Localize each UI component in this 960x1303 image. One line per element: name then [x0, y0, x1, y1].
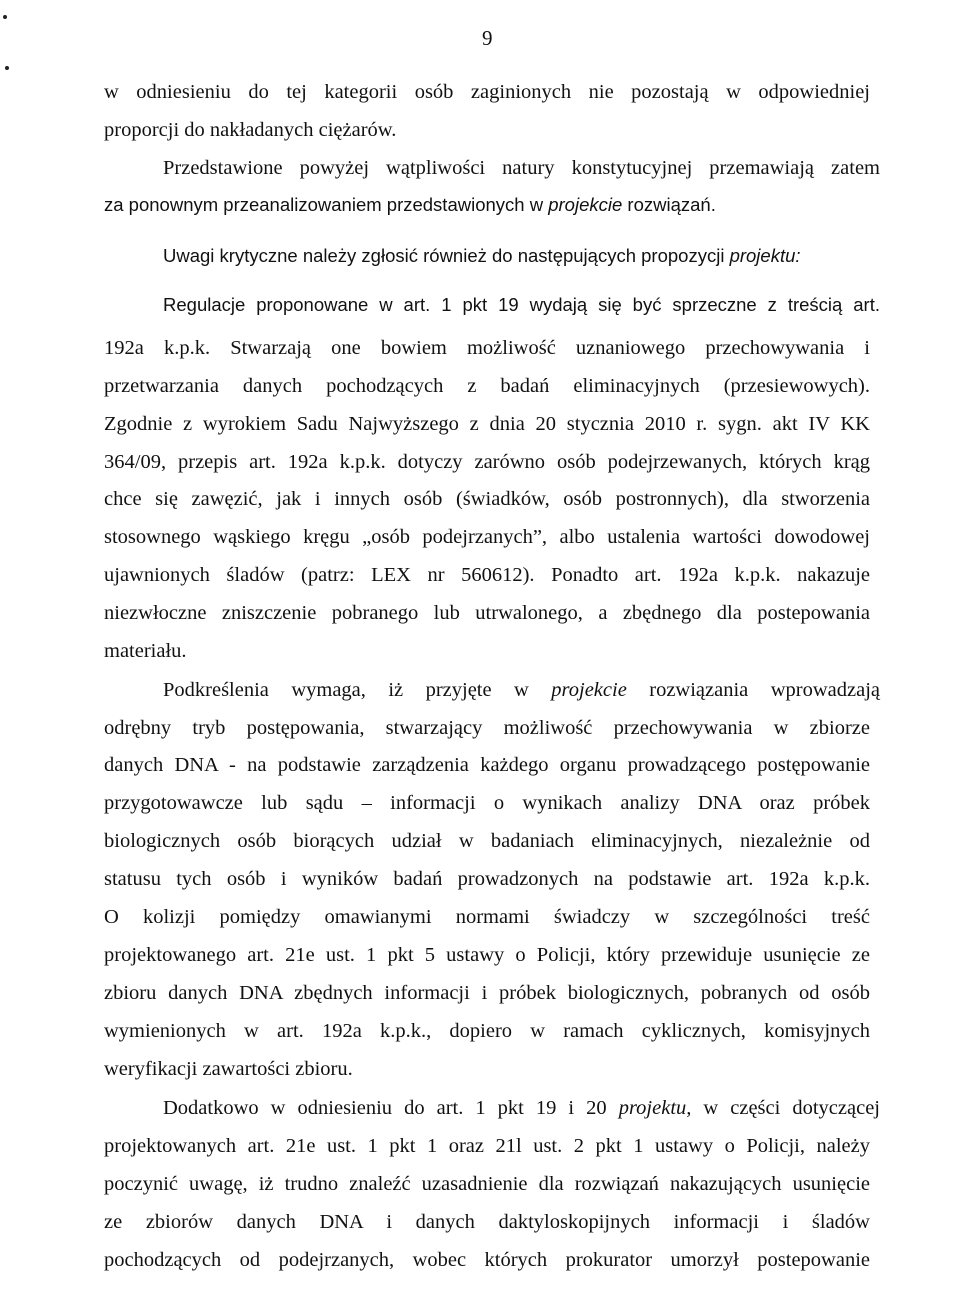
- scan-speck: [3, 15, 7, 19]
- text-line: chce się zawęzić, jak i innych osób (świadków, osób postronnych), dla stworzenia: [104, 488, 870, 510]
- text-line: materiału.: [104, 640, 187, 662]
- text-line: Regulacje proponowane w art. 1 pkt 19 wydają się być sprzeczne z treścią art.: [163, 294, 880, 315]
- text-line: projektowanego art. 21e ust. 1 pkt 5 ustawy o Policji, który przewiduje usunięcie ze: [104, 944, 870, 966]
- text-line: Przedstawione powyżej wątpliwości natury konstytucyjnej przemawiają zatem: [163, 157, 880, 179]
- text-line: danych DNA - na podstawie zarządzenia każdego organu prowadzącego postępowanie: [104, 754, 870, 776]
- text-line: 364/09, przepis art. 192a k.p.k. dotyczy zarówno osób podejrzewanych, których krąg: [104, 451, 870, 473]
- text-line: przygotowawcze lub sądu – informacji o wynikach analizy DNA oraz próbek: [104, 792, 870, 814]
- text-line: Zgodnie z wyrokiem Sadu Najwyższego z dnia 20 stycznia 2010 r. sygn. akt IV KK: [104, 413, 870, 435]
- text-line: weryfikacji zawartości zbioru.: [104, 1058, 353, 1080]
- text-line: Podkreślenia wymaga, iż przyjęte w projekcie rozwiązania wprowadzają: [163, 679, 880, 701]
- text-line: w odniesieniu do tej kategorii osób zaginionych nie pozostają w odpowiedniej: [104, 81, 870, 103]
- text-line: wymienionych w art. 192a k.p.k., dopiero w ramach cyklicznych, komisyjnych: [104, 1020, 870, 1042]
- text-line: Dodatkowo w odniesieniu do art. 1 pkt 19 i 20 projektu, w części dotyczącej: [163, 1097, 881, 1119]
- text-line: proporcji do nakładanych ciężarów.: [104, 119, 397, 141]
- scan-speck: [5, 66, 9, 70]
- text-line: biologicznych osób biorących udział w badaniach eliminacyjnych, niezależnie od: [104, 830, 870, 852]
- text-line: niezwłoczne zniszczenie pobranego lub utrwalonego, a zbędnego dla postepowania: [104, 602, 870, 624]
- text-line: odrębny tryb postępowania, stwarzający możliwość przechowywania w zbiorze: [104, 717, 870, 739]
- text-line: poczynić uwagę, iż trudno znaleźć uzasadnienie dla rozwiązań nakazujących usunięcie: [104, 1173, 870, 1195]
- text-line: stosownego wąskiego kręgu „osób podejrzanych”, albo ustalenia wartości dowodowej: [104, 526, 870, 548]
- page-number: 9: [482, 26, 493, 50]
- text-line: ujawnionych śladów (patrz: LEX nr 560612). Ponadto art. 192a k.p.k. nakazuje: [104, 564, 870, 586]
- text-line: O kolizji pomiędzy omawianymi normami świadczy w szczególności treść: [104, 906, 870, 928]
- text-line: 192a k.p.k. Stwarzają one bowiem możliwość uznaniowego przechowywania i: [104, 337, 870, 359]
- text-line: za ponownym przeanalizowaniem przedstawionych w projekcie rozwiązań.: [104, 194, 716, 215]
- text-line: przetwarzania danych pochodzących z badań eliminacyjnych (przesiewowych).: [104, 375, 870, 397]
- text-line: zbioru danych DNA zbędnych informacji i próbek biologicznych, pobranych od osób: [104, 982, 870, 1004]
- text-line: projektowanych art. 21e ust. 1 pkt 1 oraz 21l ust. 2 pkt 1 ustawy o Policji, należy: [104, 1135, 870, 1157]
- text-line: pochodzących od podejrzanych, wobec których prokurator umorzył postepowanie: [104, 1249, 870, 1271]
- text-line: Uwagi krytyczne należy zgłosić również do następujących propozycji projektu:: [163, 245, 801, 266]
- text-line: statusu tych osób i wyników badań prowadzonych na podstawie art. 192a k.p.k.: [104, 868, 870, 890]
- text-line: ze zbiorów danych DNA i danych daktyloskopijnych informacji i śladów: [104, 1211, 870, 1233]
